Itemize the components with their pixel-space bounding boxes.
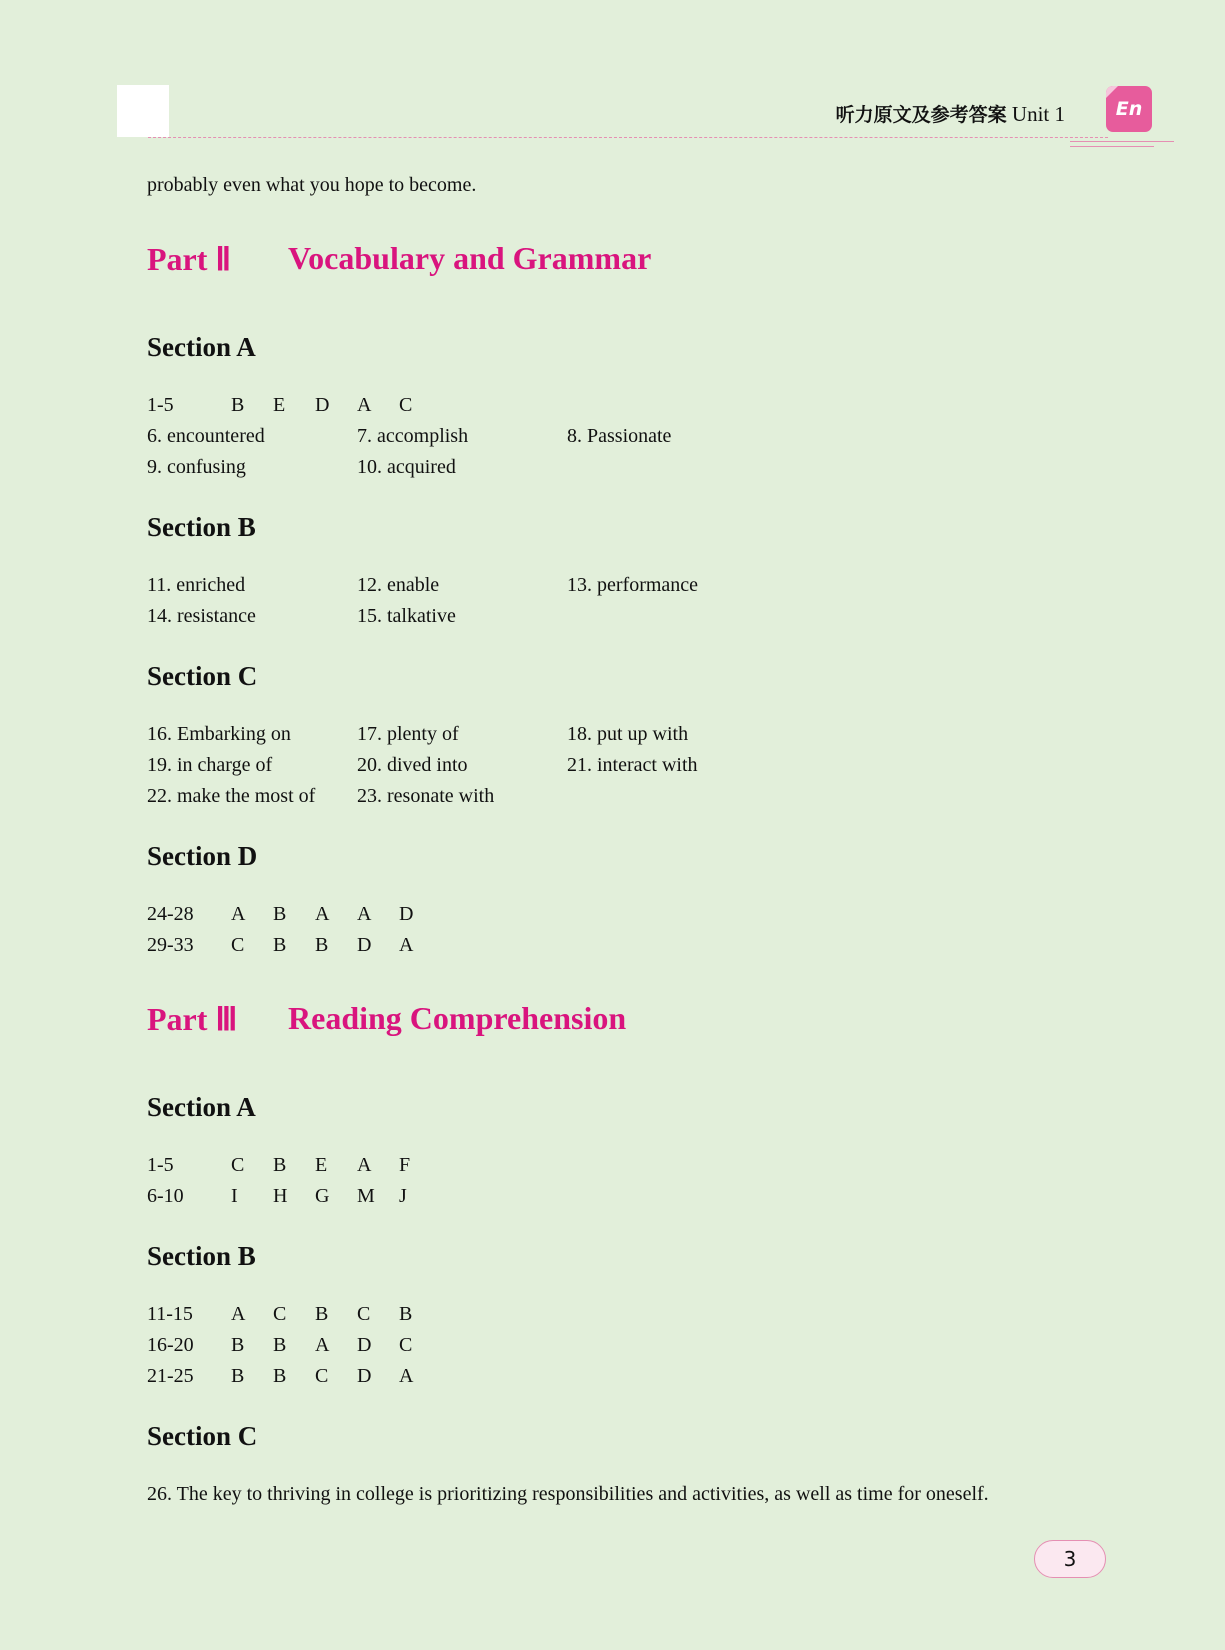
part3-section-a-title: Section A — [147, 1092, 256, 1122]
answer-letter: A — [231, 903, 246, 925]
answer-letter: A — [357, 1154, 372, 1176]
answer-letter: B — [273, 1154, 287, 1176]
answer-item: 14. resistance — [147, 605, 256, 627]
answer-item: 12. enable — [357, 574, 440, 596]
answer-item: 6. encountered — [147, 425, 265, 447]
answer-item: 16. Embarking on — [147, 723, 291, 745]
answer-range: 16-20 — [147, 1334, 194, 1356]
part3-section-c-title: Section C — [147, 1421, 258, 1451]
header-accent-line — [1070, 141, 1174, 142]
answer-range: 1-5 — [147, 394, 174, 416]
answer-letter: M — [357, 1185, 375, 1207]
answer-letter: E — [273, 394, 286, 416]
answer-item: 9. confusing — [147, 456, 246, 478]
answer-range: 1-5 — [147, 1154, 174, 1176]
answer-letter: B — [231, 1365, 245, 1387]
part2-section-b-title: Section B — [147, 512, 256, 542]
answer-letter: B — [273, 1334, 287, 1356]
answer-letter: D — [357, 1365, 372, 1387]
answer-letter: B — [231, 1334, 245, 1356]
answer-item: 8. Passionate — [567, 425, 672, 447]
answer-letter: B — [273, 1365, 287, 1387]
badge-fold — [1106, 86, 1118, 98]
answer-letter: B — [315, 934, 329, 956]
answer-letter: B — [273, 934, 287, 956]
answer-sentence: 26. The key to thriving in college is prioritizing responsibilities and activities, as well as time for oneself. — [147, 1483, 989, 1505]
answer-letter: F — [399, 1154, 411, 1176]
answer-letter: H — [273, 1185, 288, 1207]
en-badge-label: En — [1115, 98, 1143, 120]
answer-letter: B — [231, 394, 245, 416]
answer-letter: B — [273, 903, 287, 925]
answer-item: 13. performance — [567, 574, 699, 596]
part3-title: Reading Comprehension — [288, 1000, 627, 1036]
answer-letter: A — [231, 1303, 246, 1325]
answer-letter: C — [231, 1154, 245, 1176]
header-dashed-rule — [148, 137, 1108, 138]
answer-letter: C — [273, 1303, 287, 1325]
part2-section-c-title: Section C — [147, 661, 258, 691]
answer-range: 24-28 — [147, 903, 194, 925]
answer-letter: J — [399, 1185, 407, 1207]
part2-section-d-title: Section D — [147, 841, 258, 871]
answer-item: 10. acquired — [357, 456, 456, 478]
answer-item: 20. dived into — [357, 754, 468, 776]
answer-letter: D — [357, 934, 372, 956]
answer-letter: C — [315, 1365, 329, 1387]
answer-letter: I — [231, 1185, 238, 1207]
answer-range: 29-33 — [147, 934, 194, 956]
answer-item: 21. interact with — [567, 754, 698, 776]
answer-item: 18. put up with — [567, 723, 689, 745]
answer-letter: B — [399, 1303, 413, 1325]
header-title — [836, 100, 1065, 127]
answer-letter: D — [399, 903, 414, 925]
answer-letter: C — [399, 1334, 413, 1356]
header-accent-line-short — [1070, 146, 1154, 147]
answer-letter: E — [315, 1154, 328, 1176]
answer-letter: A — [357, 903, 372, 925]
answer-letter: A — [315, 1334, 330, 1356]
en-badge-icon — [1106, 86, 1152, 132]
answer-range: 6-10 — [147, 1185, 184, 1207]
answer-letter: A — [315, 903, 330, 925]
answer-item: 22. make the most of — [147, 785, 316, 807]
answer-letter: D — [357, 1334, 372, 1356]
answer-letter: A — [399, 934, 414, 956]
answer-range: 11-15 — [147, 1303, 193, 1325]
answer-letter: A — [399, 1365, 414, 1387]
answer-letter: C — [357, 1303, 371, 1325]
answer-letter: B — [315, 1303, 329, 1325]
header-white-box — [117, 85, 169, 137]
part2-title: Vocabulary and Grammar — [288, 240, 652, 276]
answer-range: 21-25 — [147, 1365, 194, 1387]
answer-item: 17. plenty of — [357, 723, 459, 745]
answer-item: 11. enriched — [147, 574, 246, 596]
answer-item: 23. resonate with — [357, 785, 495, 807]
answer-item: 7. accomplish — [357, 425, 469, 447]
answer-letter: C — [231, 934, 245, 956]
part2-number: Part Ⅱ — [147, 241, 232, 277]
header-title-cn: 听力原文及参考答案 — [835, 104, 1007, 126]
answer-letter: D — [315, 394, 330, 416]
answer-letter: G — [315, 1185, 330, 1207]
answer-letter: C — [399, 394, 413, 416]
header-unit: Unit 1 — [1011, 102, 1065, 126]
part3-section-b-title: Section B — [147, 1241, 256, 1271]
answer-item: 15. talkative — [357, 605, 456, 627]
page-number: 3 — [1034, 1540, 1106, 1578]
answer-letter: A — [357, 394, 372, 416]
part2-section-a-title: Section A — [147, 332, 256, 362]
part3-number: Part Ⅲ — [147, 1001, 238, 1037]
intro-text: probably even what you hope to become. — [147, 174, 477, 196]
answer-item: 19. in charge of — [147, 754, 273, 776]
